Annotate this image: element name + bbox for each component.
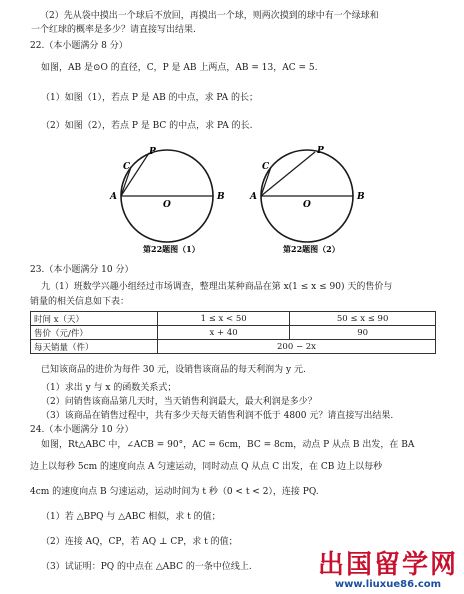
text-line: 九（1）班数学兴趣小组经过市场调查，整理出某种商品在第 x(1 ≤ x ≤ 90) 天的售价与 <box>41 282 393 292</box>
text-line: 一个红球的概率是多少？请直接写出结果. <box>31 25 196 35</box>
table-row <box>31 312 436 326</box>
table-row-header: 每天销量（件） <box>31 340 158 354</box>
label-o: O <box>303 200 311 210</box>
watermark-logo <box>318 551 458 590</box>
figure-caption: 第22题图（1） <box>143 244 200 254</box>
chord-ap <box>121 153 149 196</box>
watermark-url: www.liuxue86.com <box>334 579 442 590</box>
table-cell: 200 − 2x <box>158 340 436 354</box>
text-line: （2）连接 AQ，CP，若 AQ ⊥ CP，求 t 的值； <box>41 537 238 547</box>
label-o: O <box>163 200 171 210</box>
text-line: （2）先从袋中摸出一个球后不放回，再摸出一个球，则两次摸到的球中有一个绿球和 <box>40 11 379 21</box>
table-cell: 1 ≤ x < 50 <box>158 312 290 326</box>
text-line: （1）求出 y 与 x 的函数关系式； <box>41 383 177 393</box>
text-line: （1）如图（1），若点 P 是 AB 的中点，求 PA 的长； <box>41 93 259 103</box>
table-row <box>31 326 436 340</box>
table-row-header: 时间 x（天） <box>31 312 158 326</box>
text-line: 4cm 的速度向点 B 匀速运动，运动时间为 t 秒（0 < t < 2），连接 PQ. <box>30 487 319 497</box>
table-row-header: 售价（元/件） <box>31 326 158 340</box>
text-line: （3）该商品在销售过程中，共有多少天每天销售利润不低于 4800 元？请直接写出结果. <box>41 411 394 421</box>
text-line: （1）若 △BPQ 与 △ABC 相似，求 t 的值； <box>41 512 221 522</box>
question-heading: 22.（本小题满分 8 分） <box>30 41 128 51</box>
label-b: B <box>357 192 365 202</box>
label-b: B <box>217 192 225 202</box>
question-heading: 24.（本小题满分 10 分） <box>30 425 134 435</box>
table-cell: x + 40 <box>158 326 290 340</box>
label-p: P <box>317 146 324 156</box>
text-line: 已知该商品的进价为每件 30 元，设销售该商品的每天利润为 y 元. <box>41 365 306 375</box>
label-c: C <box>262 162 270 172</box>
text-line: （2）问销售该商品第几天时，当天销售利润最大，最大利润是多少？ <box>41 397 317 407</box>
text-line: （3）试证明：PQ 的中点在 △ABC 的一条中位线上. <box>41 562 252 572</box>
text-line: 销量的相关信息如下表： <box>30 297 130 307</box>
sales-table <box>30 311 436 354</box>
text-line: 如图，AB 是⊙O 的直径，C，P 是 AB 上两点，AB = 13，AC = 5. <box>41 63 318 73</box>
label-a: A <box>110 192 117 202</box>
table-cell: 90 <box>290 326 436 340</box>
label-c: C <box>123 162 131 172</box>
figure-caption: 第22题图（2） <box>283 244 340 254</box>
table-cell: 50 ≤ x ≤ 90 <box>290 312 436 326</box>
label-p: P <box>149 147 156 157</box>
figure-22-2 <box>245 146 375 258</box>
figure-22-1 <box>105 146 230 258</box>
label-a: A <box>250 192 257 202</box>
question-heading: 23.（本小题满分 10 分） <box>30 265 134 275</box>
text-line: （2）如图（2），若点 P 是 BC 的中点，求 PA 的长. <box>41 121 253 131</box>
text-line: 边上以每秒 5cm 的速度向点 A 匀速运动，同时动点 Q 从点 C 出发，在 CB 边上以每秒 <box>30 462 383 472</box>
table-row <box>31 340 436 354</box>
watermark-text: 出国留学网 <box>317 550 458 580</box>
text-line: 如图，Rt△ABC 中，∠ACB = 90°，AC = 6cm，BC = 8cm，动点 P 从点 B 出发，在 BA <box>41 440 415 450</box>
